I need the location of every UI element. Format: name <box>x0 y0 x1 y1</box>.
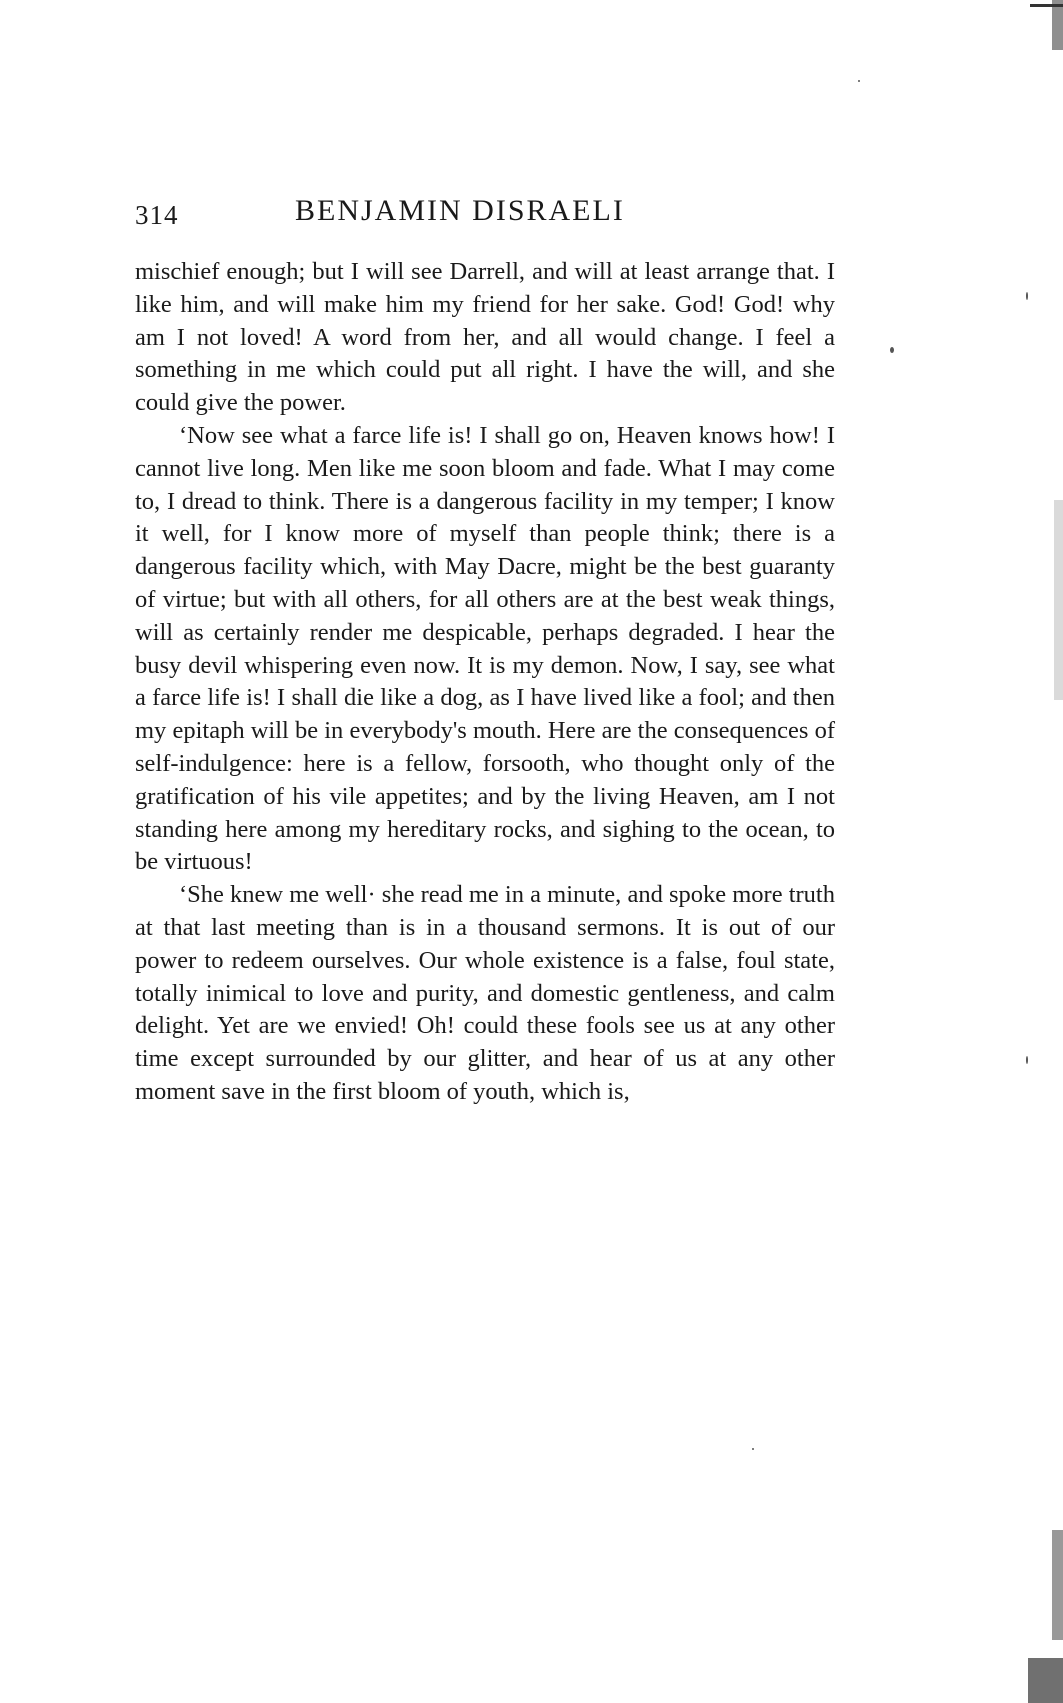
running-head <box>135 194 835 238</box>
scan-edge-mark <box>1052 0 1063 50</box>
paragraph: ‘Now see what a farce life is! I shall go on, Heaven knows how! I cannot live long. Men like me soon bloom and fade. What I may come to, I dread to think. There is a dangerous facility in my temper; I know it well, for I know more of myself than people think; there is a dangerous facility which, with May Dacre, might be the best guaranty of virtue; but with all others, for all others are at the best weak things, will as certainly render me despicable, perhaps degraded. I hear the busy devil whispering even now. It is my demon. Now, I say, see what a farce life is! I shall die like a dog, as I have lived like a fool; and then my epitaph will be in everybody's mouth. Here are the consequences of self-indulgence: here is a fellow, forsooth, who thought only of the gratification of his vile appetites; and by the living Heaven, am I not standing here among my hereditary rocks, and sighing to the ocean, to be virtuous! <box>135 421 835 876</box>
scan-edge-mark <box>1052 1530 1063 1640</box>
scan-speck <box>1026 292 1028 300</box>
body-text <box>135 256 835 1109</box>
scan-speck <box>1026 1056 1028 1064</box>
running-title: BENJAMIN DISRAELI <box>295 194 625 227</box>
scan-edge-mark <box>1028 1658 1063 1703</box>
scan-edge-mark <box>1054 500 1063 700</box>
paragraph: ‘She knew me well· she read me in a minute, and spoke more truth at that last meeting than is in a thousand sermons. It is out of our power to redeem ourselves. Our whole existence is a false, foul state, totally inimical to love and purity, and domestic gentleness, and calm delight. Yet are we envied! Oh! could these fools see us at any other time except surrounded by our glitter, and hear of us at any other moment save in the first bloom of youth, which is, <box>135 881 835 1105</box>
scan-speck <box>858 80 860 82</box>
page-number: 314 <box>135 200 179 230</box>
paragraph-continued: mischief enough; but I will see Darrell, and will at least arrange that. I like him, and will make him my friend for her sake. God! God! why am I not loved! A word from her, and all would change. I feel a something in me which could put all right. I have the will, and she could give the power. <box>135 258 835 417</box>
scan-speck <box>890 347 894 353</box>
scan-speck <box>752 1448 754 1450</box>
